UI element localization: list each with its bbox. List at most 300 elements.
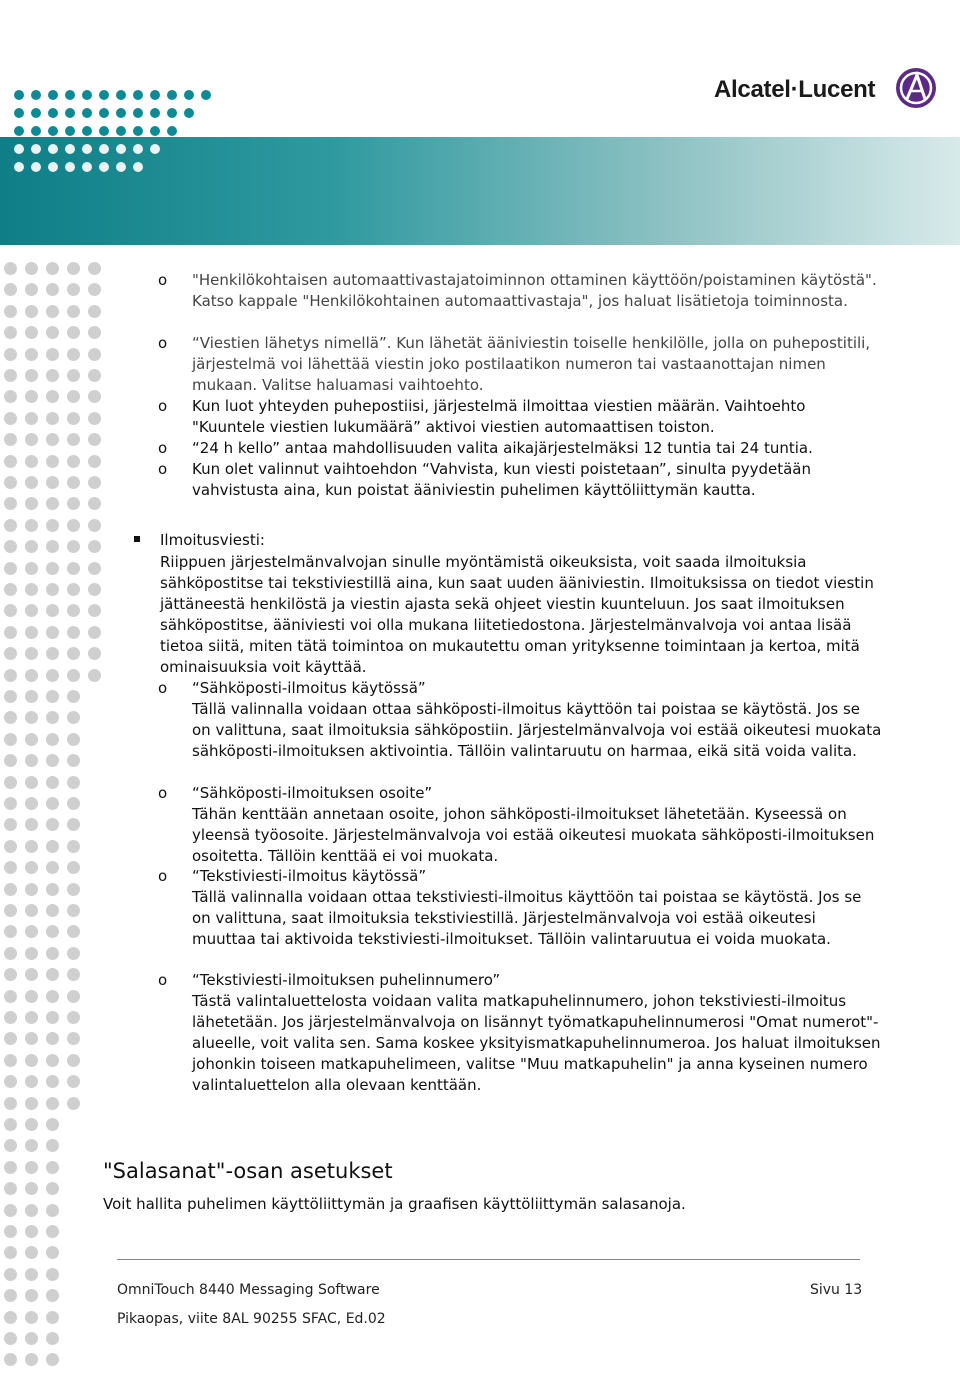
side-dot [46,519,59,532]
side-dot [4,818,17,831]
list-item-text: “Viestien lähetys nimellä”. Kun lähetät ääniviestin toiselle henkilölle, jolla on puhepostitili, järjestelmä voi lähettää viestin joko postilaatikon numeron tai vastaanottajan nimen mukaan. Valitse haluamasi vaihtoehto. [192,334,871,394]
side-dot [4,1182,17,1195]
side-dot [4,776,17,789]
company-logo [714,66,930,116]
side-dot [46,1011,59,1024]
side-dot [46,305,59,318]
side-dot [46,861,59,874]
side-dot [88,262,101,275]
side-dot [67,1054,80,1067]
logo-text: Alcatel·Lucent [714,76,876,103]
side-dot [25,1311,38,1324]
side-dot [46,925,59,938]
side-dot [46,797,59,810]
side-dot [4,1204,17,1217]
side-dot [25,1161,38,1174]
side-dot [46,754,59,767]
notice-item-text: Tähän kenttään annetaan osoite, johon sähköposti-ilmoitukset lähetetään. Kyseessä on yleensä työosoite. Järjestelmänvalvoja voi estää oikeutesi muokata sähköposti-ilmoituksen osoitetta. Tällöin kenttää ei voi muokata. [192,805,875,865]
side-dot [46,1032,59,1045]
list-item [158,270,882,312]
header-dot [82,90,92,100]
side-dot [46,990,59,1003]
side-dot [25,476,38,489]
side-dot [46,840,59,853]
bullet-marker: o [158,867,168,885]
header-dot [133,108,143,118]
side-dot [46,883,59,896]
side-dot [67,497,80,510]
side-dot [25,412,38,425]
side-dot [4,412,17,425]
side-dot [46,497,59,510]
notice-item-title: “Sähköposti-ilmoitus käytössä” [192,679,426,697]
header-dot [116,162,126,172]
header-dot [99,126,109,136]
side-dot [46,540,59,553]
side-dot [46,455,59,468]
side-dot [4,562,17,575]
side-dot [46,1054,59,1067]
side-dot [25,326,38,339]
header-dot [82,108,92,118]
side-dot [4,1118,17,1131]
side-dot [67,776,80,789]
header-dot [99,162,109,172]
bullet-marker: o [158,784,168,802]
side-dot [88,305,101,318]
side-dot [25,604,38,617]
header-dot [14,162,24,172]
side-dot [4,1311,17,1324]
side-dot [67,840,80,853]
side-dot [46,947,59,960]
side-dot [4,455,17,468]
side-dot [46,604,59,617]
side-dot [25,497,38,510]
side-dot [67,818,80,831]
side-dot [25,904,38,917]
side-dot [4,348,17,361]
side-dot [46,1353,59,1366]
notice-item-title: “Tekstiviesti-ilmoituksen puhelinnumero” [192,971,501,989]
bullet-marker: o [158,971,168,989]
side-dot [4,1075,17,1088]
side-dot [25,968,38,981]
side-dot [46,1139,59,1152]
side-dot [25,1353,38,1366]
side-dot [67,348,80,361]
side-dot [25,583,38,596]
side-dot [4,947,17,960]
list-item-text: Kun luot yhteyden puhepostiisi, järjestelmä ilmoittaa viestien määrän. Vaihtoehto "Kuuntele viestien lukumäärä” aktivoi viestien automaattisen toiston. [192,397,806,436]
side-dot [4,690,17,703]
side-dot [4,1225,17,1238]
notice-item-text: Tästä valintaluettelosta voidaan valita matkapuhelinnumero, johon tekstiviesti-ilmoitus lähetetään. Jos järjestelmänvalvoja on lisännyt työmatkapuhelinnumerosi "Omat numerot"-alueelle, voit valita sen. Sama koskee yksityismatkapuhelinnumeroa. Jos haluat ilmoituksen johonkin toiseen matkapuhelimeen, valitse "Muu matkapuhelin" ja anna kyseinen numero valintaluettelon alla olevaan kenttään. [192,992,881,1094]
bullet-marker: o [158,397,168,415]
side-dot [25,797,38,810]
side-dot [67,647,80,660]
side-dot [25,455,38,468]
header-dot-pattern [14,90,234,190]
side-dot [4,925,17,938]
side-dot [88,519,101,532]
side-dot [4,262,17,275]
side-dot [25,369,38,382]
notice-item-text: Tällä valinnalla voidaan ottaa tekstiviesti-ilmoitus käyttöön tai poistaa se käytöstä. Jos se on valittuna, saat ilmoituksia tekstiviestillä. Järjestelmänvalvoja voi estää oikeutesi muuttaa tai aktivoida tekstiviesti-ilmoitukset. Tällöin valintaruutua ei voida muokata. [192,888,862,948]
side-dot [25,947,38,960]
side-dot [46,1225,59,1238]
side-dot [88,497,101,510]
header-dot [167,90,177,100]
header-dot [116,144,126,154]
side-dot [25,990,38,1003]
side-dot [4,497,17,510]
side-dot [88,669,101,682]
side-dot [25,711,38,724]
side-dot [25,690,38,703]
side-dot [46,283,59,296]
side-dot [25,390,38,403]
side-dot [67,519,80,532]
side-dot [46,690,59,703]
side-dot [25,925,38,938]
notice-heading: Ilmoitusviesti: [160,531,265,549]
side-dot [4,604,17,617]
side-dot [67,711,80,724]
header-dot [31,90,41,100]
notice-list-item [158,678,882,762]
side-dot [46,968,59,981]
header-dot [14,126,24,136]
header-dot [116,126,126,136]
square-bullet-icon [134,536,140,542]
side-dot [4,647,17,660]
side-dot [25,626,38,639]
side-dot [46,262,59,275]
side-dot [4,1161,17,1174]
side-dot [25,1225,38,1238]
side-dot [67,968,80,981]
side-dot [88,476,101,489]
header-dot [14,108,24,118]
side-dot [4,1097,17,1110]
side-dot [25,1075,38,1088]
side-dot [46,1161,59,1174]
side-dot [4,733,17,746]
side-dot [46,369,59,382]
side-dot [4,390,17,403]
side-dot [67,262,80,275]
header-dot [65,162,75,172]
side-dot [4,1332,17,1345]
bullet-marker: o [158,439,168,457]
side-dot [46,776,59,789]
side-dot [67,305,80,318]
notice-item-title: “Sähköposti-ilmoituksen osoite” [192,784,433,802]
side-dot [4,1289,17,1302]
side-dot [4,433,17,446]
header-dot [99,90,109,100]
side-dot [46,583,59,596]
notice-item-title: “Tekstiviesti-ilmoitus käytössä” [192,867,427,885]
side-dot [4,797,17,810]
side-dot [4,1054,17,1067]
header-dot [167,108,177,118]
side-dot [46,1182,59,1195]
header-dot [65,108,75,118]
side-dot [67,369,80,382]
header-dot [48,162,58,172]
header-dot [133,162,143,172]
side-dot [4,840,17,853]
side-dot [46,818,59,831]
side-dot [88,412,101,425]
header-dot [65,90,75,100]
header-dot [82,126,92,136]
side-dot [25,1011,38,1024]
side-dot [25,1118,38,1131]
notice-body: Riippuen järjestelmänvalvojan sinulle myöntämistä oikeuksista, voit saada ilmoituksia sähköpostitse tai tekstiviestillä aina, kun saat uuden ääniviestin. Ilmoituksissa on tiedot viestin jättäneestä henkilöstä ja viestin ajasta sekä ohjeet viestin kuunteluun. Jos saat ilmoituksen sähköpostitse, ääniviesti voi olla mukana liitetiedostona. Järjestelmänvalvoja voi antaa lisää tietoa siitä, miten tätä toimintoa on mukautettu oman yrityksenne toimintaan ja kertoa, mitä ominaisuuksia voit käyttää. [160,553,874,676]
side-dot [67,583,80,596]
side-dot [88,433,101,446]
side-dot [88,455,101,468]
side-dot [67,990,80,1003]
header-dot [150,126,160,136]
side-dot [4,540,17,553]
header-dot [150,144,160,154]
side-dot [46,904,59,917]
side-dot [46,412,59,425]
side-dot [67,476,80,489]
side-dot [67,669,80,682]
notice-list-item [158,783,882,867]
header-dot [184,90,194,100]
side-dot [25,348,38,361]
header-dot [116,90,126,100]
header-dot [31,162,41,172]
side-dot [4,626,17,639]
alcatel-lucent-logo-icon [894,66,938,110]
side-dot [46,1268,59,1281]
header-dot [31,108,41,118]
list-item [158,333,882,396]
side-dot [46,733,59,746]
side-dot [67,797,80,810]
side-dot [25,754,38,767]
side-dot [88,390,101,403]
side-dot [25,1139,38,1152]
side-dot [46,1097,59,1110]
side-dot [67,947,80,960]
header-dot [48,144,58,154]
notice-list-item [158,970,882,1096]
header-dot [48,108,58,118]
side-dot [25,733,38,746]
header-dot [116,108,126,118]
side-dot [4,326,17,339]
side-dot [4,754,17,767]
side-dot [25,262,38,275]
side-dot [67,754,80,767]
side-dot [4,1032,17,1045]
side-dot [4,283,17,296]
side-dot [67,1097,80,1110]
side-dot [67,925,80,938]
side-dot [25,1032,38,1045]
side-dot [4,476,17,489]
side-dot [25,540,38,553]
side-dot [46,626,59,639]
bullet-marker: o [158,460,168,478]
side-dot [25,283,38,296]
side-dot [46,348,59,361]
side-dot [25,1182,38,1195]
side-dot [67,604,80,617]
header-dot [99,108,109,118]
side-dot [25,861,38,874]
side-dot [46,1289,59,1302]
side-dot [67,283,80,296]
side-dot [67,690,80,703]
side-dot [25,669,38,682]
side-dot [25,1204,38,1217]
side-dot [25,883,38,896]
side-dot [88,540,101,553]
header-dot [133,144,143,154]
list-item [158,459,882,501]
bullet-marker: o [158,679,168,697]
side-dot [88,562,101,575]
header-dot [99,144,109,154]
header-dot [201,90,211,100]
list-item-text: “24 h kello” antaa mahdollisuuden valita aikajärjestelmäksi 12 tuntia tai 24 tuntia. [192,439,813,457]
side-dot [67,733,80,746]
side-dot [25,1054,38,1067]
side-dot [67,326,80,339]
header-dot [184,108,194,118]
notice-list-item [158,866,882,950]
side-dot [67,904,80,917]
side-dot [4,669,17,682]
footer-product: OmniTouch 8440 Messaging Software [117,1282,380,1298]
side-dot [67,455,80,468]
side-dot [67,883,80,896]
list-item-text: "Henkilökohtaisen automaattivastajatoiminnon ottaminen käyttöön/poistaminen käytöstä". Katso kappale "Henkilökohtainen automaattivastaja", jos haluat lisätietoja toiminnosta. [192,271,877,310]
list-item [158,396,882,438]
side-dot [67,390,80,403]
side-dot [4,369,17,382]
side-dot [4,305,17,318]
header-dot [82,162,92,172]
header-dot [14,90,24,100]
side-dot [46,476,59,489]
header-dot [31,144,41,154]
header-dot [48,90,58,100]
side-dot [67,626,80,639]
side-dot [67,412,80,425]
side-dot [67,1011,80,1024]
header-dot [82,144,92,154]
side-dot [88,326,101,339]
side-dot [46,1311,59,1324]
footer-divider [117,1259,860,1260]
side-dot [46,669,59,682]
side-dot [46,433,59,446]
header-dot [133,126,143,136]
header-dot [133,90,143,100]
side-dot [46,1075,59,1088]
side-dot [25,818,38,831]
list-item [158,438,882,459]
side-dot [88,348,101,361]
side-dot [25,519,38,532]
footer-reference: Pikaopas, viite 8AL 90255 SFAC, Ed.02 [117,1311,386,1327]
side-dot [4,904,17,917]
side-dot [46,711,59,724]
header-dot [14,144,24,154]
side-dot [46,1118,59,1131]
header-dot [31,126,41,136]
side-dot [88,369,101,382]
side-dot-pattern [0,262,110,1374]
header-dot [65,144,75,154]
list-item-text: Kun olet valinnut vaihtoehdon “Vahvista, kun viesti poistetaan”, sinulta pyydetään vahvistusta aina, kun poistat ääniviestin puhelimen käyttöliittymän kautta. [192,460,811,499]
side-dot [4,583,17,596]
side-dot [25,1097,38,1110]
section-title: "Salasanat"-osan asetukset [103,1159,393,1183]
side-dot [88,604,101,617]
bullet-marker: o [158,271,168,289]
side-dot [88,626,101,639]
header-dot [150,108,160,118]
side-dot [67,540,80,553]
side-dot [46,647,59,660]
header-dot [167,126,177,136]
side-dot [4,883,17,896]
notice-item-text: Tällä valinnalla voidaan ottaa sähköposti-ilmoitus käyttöön tai poistaa se käytöstä. Jos se on valittuna, saat ilmoituksia sähköpostiin. Järjestelmänvalvoja voi estää oikeutesi muokata sähköposti-ilmoituksen aktivointia. Tällöin valintaruutu on harmaa, eikä sitä voida valita. [192,700,882,760]
side-dot [67,433,80,446]
side-dot [67,1075,80,1088]
side-dot [25,776,38,789]
side-dot [4,968,17,981]
side-dot [25,1246,38,1259]
side-dot [88,583,101,596]
side-dot [4,1011,17,1024]
bullet-marker: o [158,334,168,352]
side-dot [25,840,38,853]
side-dot [4,990,17,1003]
side-dot [4,1268,17,1281]
side-dot [25,647,38,660]
side-dot [88,647,101,660]
side-dot [46,1332,59,1345]
header-dot [65,126,75,136]
side-dot [67,1032,80,1045]
side-dot [4,519,17,532]
side-dot [25,305,38,318]
header-dot [150,90,160,100]
side-dot [4,861,17,874]
side-dot [46,1246,59,1259]
header-dot [48,126,58,136]
side-dot [25,1268,38,1281]
side-dot [25,433,38,446]
side-dot [88,283,101,296]
side-dot [25,1332,38,1345]
side-dot [46,326,59,339]
side-dot [25,1289,38,1302]
side-dot [4,711,17,724]
